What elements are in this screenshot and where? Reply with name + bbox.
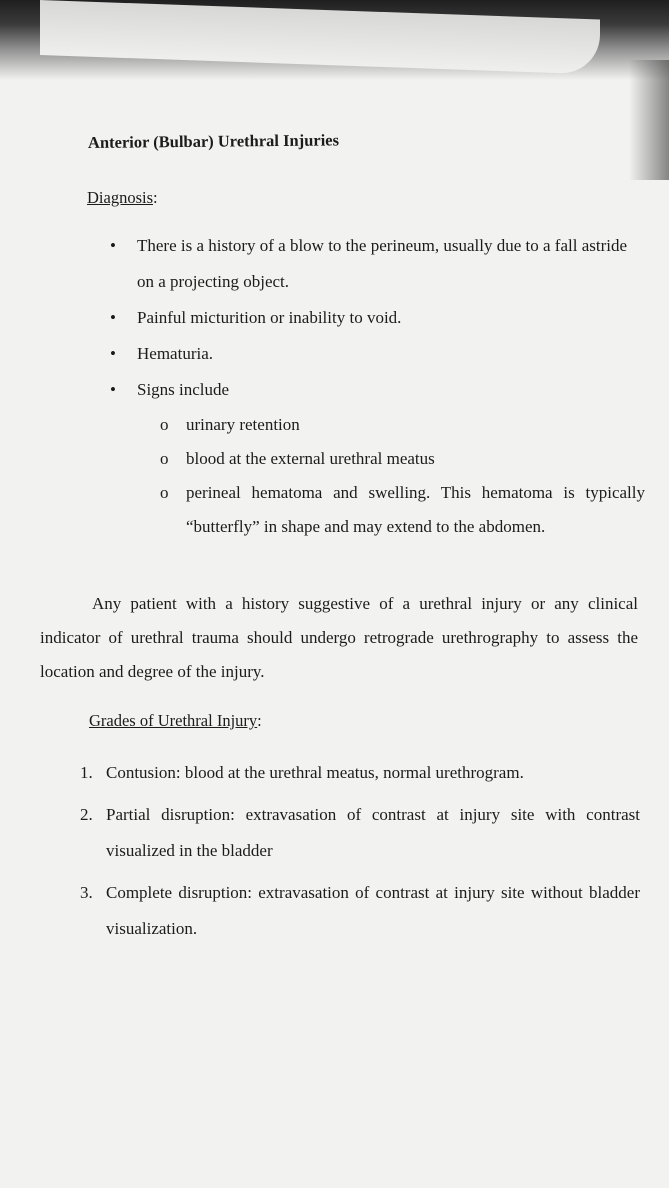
sub-list-item: o perineal hematoma and swelling. This hematoma is typically “butterfly” in shape and may extend to the abdomen. [160,476,645,544]
sub-list-item: o urinary retention [160,408,645,442]
grade-number: 1. [80,763,93,782]
grade-item: 3. Complete disruption: extravasation of contrast at injury site without bladder visualization. [80,875,640,947]
grades-heading: Grades of Urethral Injury: [89,711,262,730]
list-item: • Signs include o urinary retention o blood at the external urethral meatus o perineal hematoma and swelling. This hematoma is typically “butterfly” in shape and may extend to the abdomen. [110,372,645,544]
circle-bullet-icon: o [160,449,169,468]
circle-bullet-icon: o [160,415,169,434]
grade-item: 1. Contusion: blood at the urethral meatus, normal urethrogram. [80,755,640,791]
photo-edge-shadow [629,60,669,180]
diagnosis-list [110,228,645,544]
grades-label: Grades of Urethral Injury [89,711,258,730]
circle-bullet-icon: o [160,483,169,502]
grade-number: 3. [80,883,93,902]
bullet-icon: • [110,308,116,327]
list-item: • Painful micturition or inability to void. [110,300,645,336]
bullet-icon: • [110,344,116,363]
grade-item: 2. Partial disruption: extravasation of contrast at injury site with contrast visualized in the bladder [80,797,640,869]
grades-list [80,755,640,947]
list-item: • Hematuria. [110,336,645,372]
list-item: • There is a history of a blow to the perineum, usually due to a fall astride on a projecting object. [110,228,645,300]
bullet-icon: • [110,236,116,255]
diagnosis-heading: Diagnosis: [87,188,158,207]
sub-list-item: o blood at the external urethral meatus [160,442,645,476]
diagnosis-label: Diagnosis [87,188,153,207]
urethrography-paragraph: Any patient with a history suggestive of a urethral injury or any clinical indicator of urethral trauma should undergo retrograde urethrography to assess the location and degree of the injury. [40,594,638,681]
document-title: Anterior (Bulbar) Urethral Injuries [87,130,340,152]
bullet-icon: • [110,380,116,399]
grade-number: 2. [80,805,93,824]
signs-list [137,408,645,544]
